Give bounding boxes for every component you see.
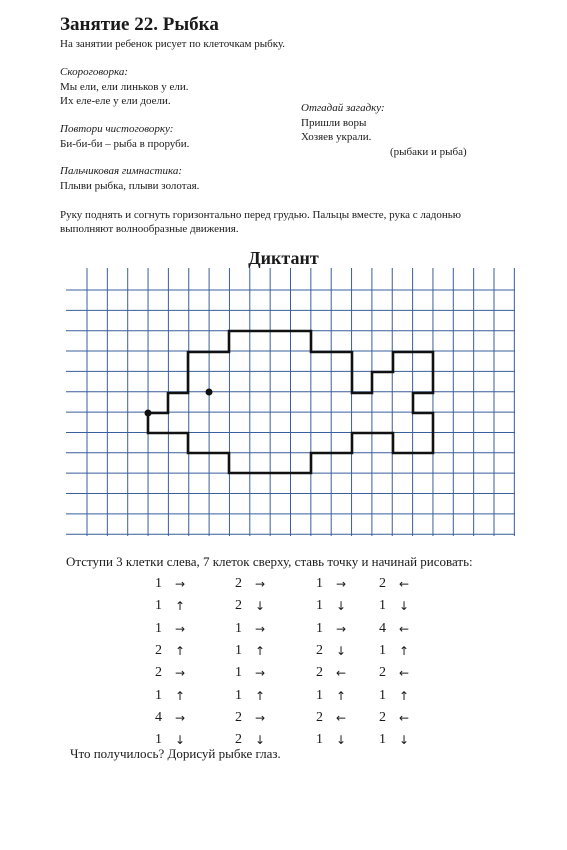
pure-phrase-line: Би-би-би – рыба в проруби. [60,138,190,150]
command-count: 1 [155,598,162,614]
dictation-command [379,684,415,706]
command-count: 1 [316,598,323,614]
command-count: 1 [379,687,386,703]
command-count: 1 [155,620,162,636]
riddle-line: Хозяев украли. [301,131,372,143]
arrow-right-icon: → [254,666,266,681]
arrow-up-icon: ↑ [398,644,410,659]
dictation-command [316,662,352,684]
command-column [155,573,191,751]
command-count: 1 [379,598,386,614]
command-count: 1 [316,732,323,748]
arrow-right-icon: → [174,666,186,681]
pure-phrase-heading: Повтори чистоговорку: [60,123,174,135]
arrow-up-icon: ↑ [335,688,347,703]
command-count: 2 [316,665,323,681]
arrow-down-icon: ↓ [254,733,266,748]
command-count: 2 [235,709,242,725]
arrow-up-icon: ↑ [254,688,266,703]
dictation-command [155,662,191,684]
arrow-left-icon: ← [398,621,410,636]
arrow-right-icon: → [335,621,347,636]
command-count: 2 [155,665,162,681]
dictation-command [379,618,415,640]
arrow-down-icon: ↓ [335,733,347,748]
dictation-command [316,595,352,617]
dictation-command [235,618,271,640]
dictation-command [316,684,352,706]
arrow-right-icon: → [254,621,266,636]
finger-gym-line: Плыви рыбка, плыви золотая. [60,180,200,192]
command-count: 2 [379,709,386,725]
dictation-command [379,595,415,617]
command-count: 1 [155,576,162,592]
command-count: 1 [235,665,242,681]
command-count: 2 [379,576,386,592]
riddle-heading: Отгадай загадку: [301,102,385,114]
command-count: 2 [316,643,323,659]
dictation-command [316,573,352,595]
command-count: 1 [235,687,242,703]
dictation-heading: Диктант [248,248,319,268]
dictation-command [379,640,415,662]
tongue-twister-line: Их еле-еле у ели доели. [60,95,171,107]
riddle-line: Пришли воры [301,117,367,129]
dictation-command [235,573,271,595]
intro-text: На занятии ребенок рисует по клеточкам рыбку. [60,38,286,50]
arrow-left-icon: ← [398,710,410,725]
command-count: 2 [379,665,386,681]
arrow-up-icon: ↑ [398,688,410,703]
dictation-command [316,729,352,751]
dictation-command [155,640,191,662]
dictation-command [235,707,271,729]
arrow-right-icon: → [174,710,186,725]
command-count: 1 [316,576,323,592]
command-count: 2 [235,598,242,614]
command-column [379,573,415,751]
command-count: 2 [316,709,323,725]
command-count: 1 [316,687,323,703]
command-count: 1 [316,620,323,636]
arrow-right-icon: → [254,577,266,592]
dictation-command [155,595,191,617]
dictation-command [155,573,191,595]
arrow-left-icon: ← [335,666,347,681]
dictation-command [316,618,352,640]
arrow-right-icon: → [254,710,266,725]
command-count: 4 [379,620,386,636]
command-count: 1 [379,643,386,659]
arrow-down-icon: ↓ [254,599,266,614]
arrow-right-icon: → [174,577,186,592]
dictation-command [379,729,415,751]
arrow-down-icon: ↓ [174,733,186,748]
instruction-line: выполняют волнообразные движения. [60,223,239,235]
dictation-command [235,640,271,662]
dictation-command [379,662,415,684]
command-column [316,573,352,751]
arrow-right-icon: → [335,577,347,592]
instruction-line: Руку поднять и согнуть горизонтально перед грудью. Пальцы вместе, рука с ладонью [60,209,461,221]
dictation-command [316,640,352,662]
arrow-up-icon: ↑ [254,644,266,659]
arrow-left-icon: ← [335,710,347,725]
arrow-left-icon: ← [398,577,410,592]
command-count: 2 [235,576,242,592]
dictation-command [379,573,415,595]
fish-eye [206,389,213,396]
tongue-twister-heading: Скороговорка: [60,66,129,78]
page-title: Занятие 22. Рыбка [60,14,219,35]
dictation-command [155,684,191,706]
arrow-up-icon: ↑ [174,599,186,614]
final-question: Что получилось? Дорисуй рыбке глаз. [70,746,281,761]
arrow-up-icon: ↑ [174,644,186,659]
dictation-command [235,595,271,617]
command-count: 1 [235,643,242,659]
dictation-command [379,707,415,729]
dictation-start-text: Отступи 3 клетки слева, 7 клеток сверху, ставь точку и начинай рисовать: [66,554,473,569]
command-count: 1 [155,732,162,748]
grid-lines [66,268,515,536]
command-count: 1 [235,620,242,636]
dictation-command [235,684,271,706]
command-count: 1 [155,687,162,703]
command-count: 2 [235,732,242,748]
dictation-command [155,707,191,729]
arrow-down-icon: ↓ [335,644,347,659]
dictation-command [155,618,191,640]
arrow-down-icon: ↓ [398,733,410,748]
arrow-down-icon: ↓ [398,599,410,614]
riddle-answer: (рыбаки и рыба) [390,146,467,158]
dictation-command [235,662,271,684]
arrow-up-icon: ↑ [174,688,186,703]
command-count: 1 [379,732,386,748]
arrow-left-icon: ← [398,666,410,681]
finger-gym-heading: Пальчиковая гимнастика: [60,165,182,177]
arrow-down-icon: ↓ [335,599,347,614]
command-count: 2 [155,643,162,659]
command-column [235,573,271,751]
command-count: 4 [155,709,162,725]
dictation-command [316,707,352,729]
tongue-twister-line: Мы ели, ели линьков у ели. [60,81,189,93]
arrow-right-icon: → [174,621,186,636]
start-point [145,410,152,417]
